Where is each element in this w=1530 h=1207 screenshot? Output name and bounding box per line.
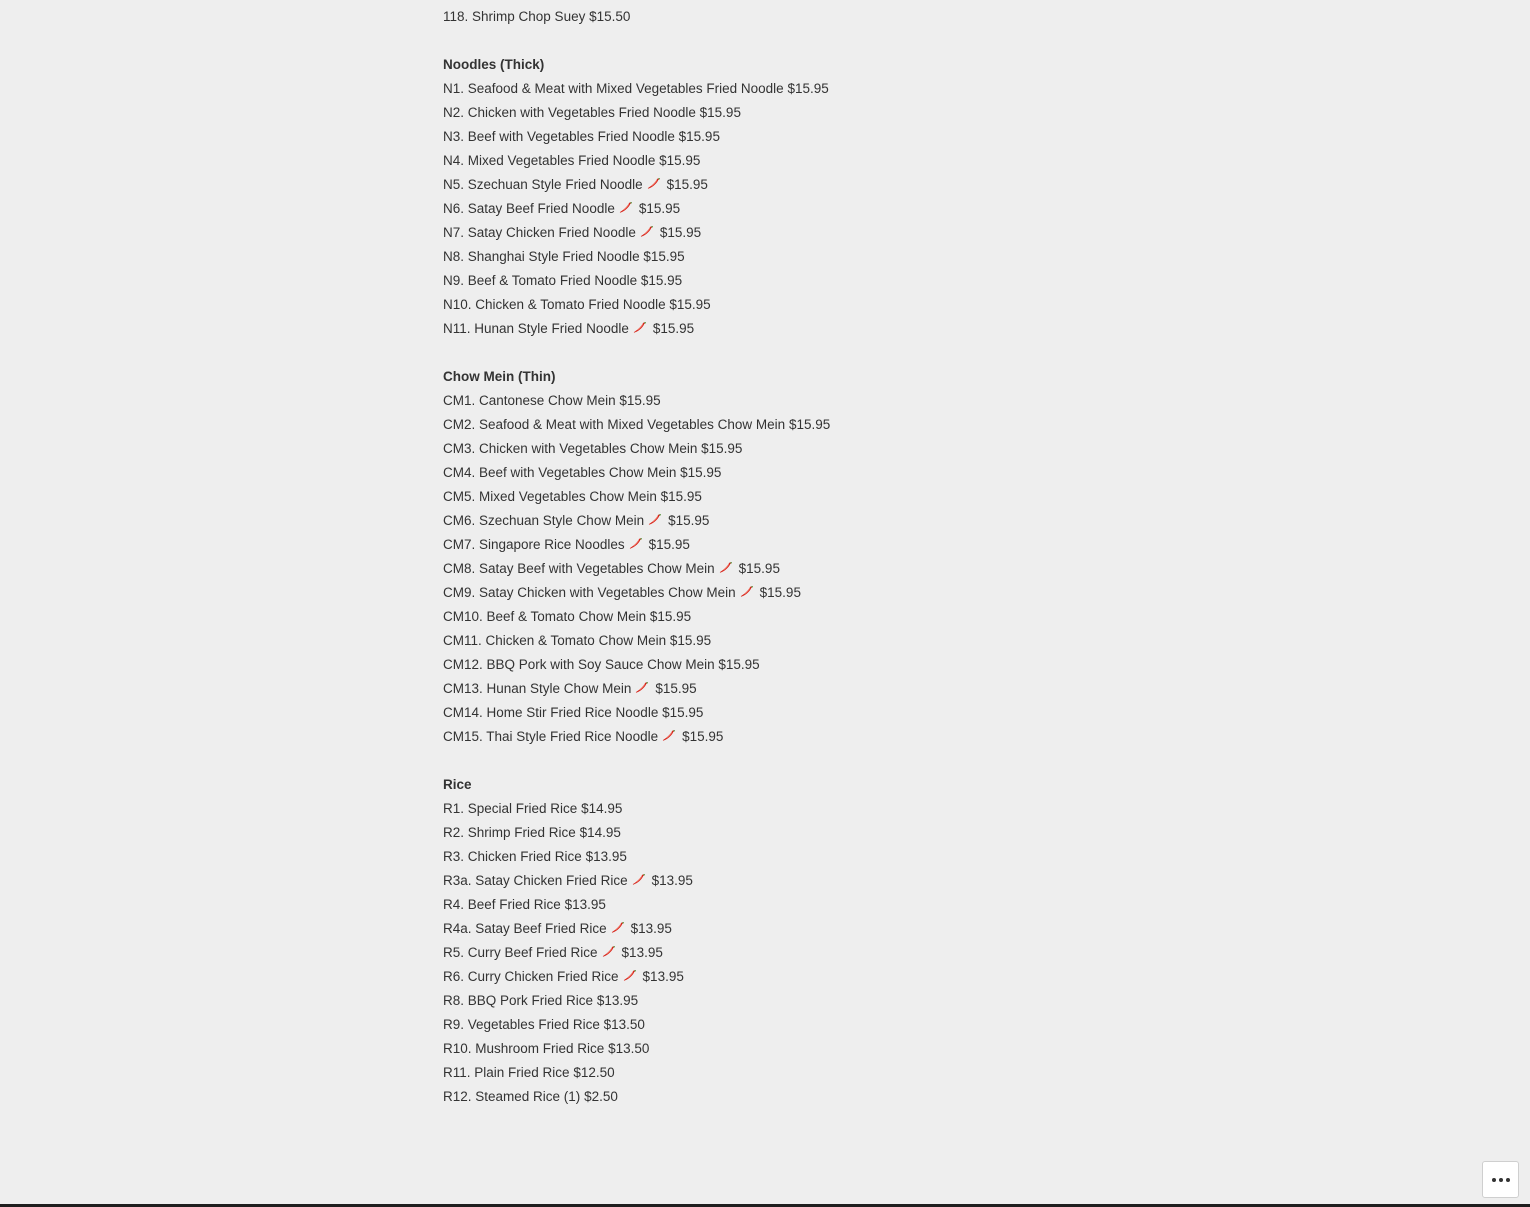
item-name: R2. Shrimp Fried Rice — [443, 825, 576, 840]
item-name: N9. Beef & Tomato Fried Noodle — [443, 273, 638, 288]
menu-item — [443, 173, 943, 197]
item-price: $15.95 — [659, 153, 701, 168]
item-name: N8. Shanghai Style Fried Noodle — [443, 249, 640, 264]
item-name: CM13. Hunan Style Chow Mein — [443, 681, 632, 696]
item-price: $13.95 — [630, 921, 672, 936]
item-price: $13.95 — [596, 993, 639, 1008]
item-price: $2.50 — [584, 1089, 618, 1104]
item-name: R9. Vegetables Fried Rice — [443, 1017, 600, 1032]
item-name: R4. Beef Fried Rice — [443, 897, 561, 912]
item-price: $13.95 — [564, 897, 606, 912]
item-price: $15.95 — [648, 537, 690, 552]
section-noodles — [443, 53, 943, 341]
menu-item — [443, 845, 943, 869]
item-name: R1. Special Fried Rice — [443, 801, 578, 816]
section-chow-mein — [443, 365, 943, 749]
menu-item — [443, 1037, 943, 1061]
menu-item — [443, 317, 943, 341]
section-title: Noodles (Thick) — [443, 57, 545, 72]
item-name: CM9. Satay Chicken with Vegetables Chow Mein — [443, 585, 736, 600]
item-price: $12.50 — [573, 1065, 615, 1080]
menu-item — [443, 941, 943, 965]
section-items — [443, 77, 943, 341]
section-spacer — [443, 749, 943, 773]
chili-pepper-icon — [619, 200, 633, 214]
menu-item — [443, 101, 943, 125]
menu-item — [443, 389, 943, 413]
item-name: CM5. Mixed Vegetables Chow Mein — [443, 489, 657, 504]
item-price: $15.95 — [718, 657, 760, 672]
item-price: $15.95 — [738, 561, 780, 576]
section-items — [443, 389, 943, 749]
chili-pepper-icon — [647, 176, 661, 190]
menu-item — [443, 197, 943, 221]
item-name: CM12. BBQ Pork with Soy Sauce Chow Mein — [443, 657, 715, 672]
item-name: N6. Satay Beef Fried Noodle — [443, 201, 615, 216]
section-spacer — [443, 29, 943, 53]
item-price: $15.95 — [669, 297, 711, 312]
item-name: N10. Chicken & Tomato Fried Noodle — [443, 297, 666, 312]
item-price: $13.95 — [651, 873, 693, 888]
chili-pepper-icon — [719, 560, 733, 574]
item-name: R10. Mushroom Fried Rice — [443, 1041, 605, 1056]
item-name: CM10. Beef & Tomato Chow Mein — [443, 609, 647, 624]
item-name: N1. Seafood & Meat with Mixed Vegetables Fried Noodle — [443, 81, 784, 96]
item-price: $15.95 — [669, 633, 712, 648]
section-title: Chow Mein (Thin) — [443, 369, 556, 384]
menu-item: 118. Shrimp Chop Suey $15.50 — [443, 9, 631, 24]
item-name: CM1. Cantonese Chow Mein — [443, 393, 616, 408]
item-price: $13.50 — [608, 1041, 650, 1056]
menu-item — [443, 725, 943, 749]
item-price: $15.95 — [678, 129, 720, 144]
menu-item — [443, 965, 943, 989]
item-name: N7. Satay Chicken Fried Noodle — [443, 225, 636, 240]
menu-item — [443, 677, 943, 701]
menu-item — [443, 1085, 943, 1109]
chili-pepper-icon — [623, 968, 637, 982]
item-name: R3a. Satay Chicken Fried Rice — [443, 873, 628, 888]
item-name: N4. Mixed Vegetables Fried Noodle — [443, 153, 656, 168]
more-options-button[interactable] — [1482, 1161, 1519, 1198]
item-price: $15.95 — [680, 465, 722, 480]
menu-item — [443, 125, 943, 149]
item-price: $15.95 — [619, 393, 661, 408]
item-price: $15.95 — [643, 249, 685, 264]
chili-pepper-icon — [635, 680, 649, 694]
menu-item — [443, 605, 943, 629]
ellipsis-icon — [1492, 1178, 1496, 1182]
menu-item — [443, 653, 943, 677]
section-spacer — [443, 341, 943, 365]
menu-item — [443, 557, 943, 581]
chili-pepper-icon — [640, 224, 654, 238]
item-name: R11. Plain Fried Rice — [443, 1065, 570, 1080]
item-price: $15.95 — [788, 417, 831, 432]
ellipsis-icon — [1506, 1178, 1510, 1182]
menu-item — [443, 893, 943, 917]
item-price: $15.95 — [668, 513, 710, 528]
menu-item — [443, 413, 943, 437]
item-name: CM3. Chicken with Vegetables Chow Mein — [443, 441, 698, 456]
item-name: CM6. Szechuan Style Chow Mein — [443, 513, 645, 528]
item-name: N2. Chicken with Vegetables Fried Noodle — [443, 105, 696, 120]
item-price: $13.95 — [585, 849, 627, 864]
item-price: $15.95 — [659, 225, 702, 240]
chili-pepper-icon — [648, 512, 662, 526]
item-price: $15.95 — [638, 201, 681, 216]
menu-item — [443, 989, 943, 1013]
item-price: $13.95 — [642, 969, 684, 984]
menu-item — [443, 1061, 943, 1085]
chili-pepper-icon — [629, 536, 643, 550]
chili-pepper-icon — [632, 872, 646, 886]
item-name: CM4. Beef with Vegetables Chow Mein — [443, 465, 677, 480]
item-name: R3. Chicken Fried Rice — [443, 849, 582, 864]
menu-item — [443, 437, 943, 461]
item-name: CM11. Chicken & Tomato Chow Mein — [443, 633, 667, 648]
item-price: $15.95 — [640, 273, 683, 288]
menu-item — [443, 149, 943, 173]
menu-item — [443, 293, 943, 317]
item-price: $15.95 — [652, 321, 695, 336]
menu-item — [443, 77, 943, 101]
item-name: CM15. Thai Style Fried Rice Noodle — [443, 729, 659, 744]
item-price: $13.95 — [621, 945, 663, 960]
menu-item — [443, 581, 943, 605]
section-title: Rice — [443, 777, 472, 792]
menu-item — [443, 221, 943, 245]
item-price: $15.95 — [759, 585, 801, 600]
menu-item — [443, 869, 943, 893]
menu-item — [443, 269, 943, 293]
chili-pepper-icon — [611, 920, 625, 934]
item-name: R12. Steamed Rice (1) — [443, 1089, 581, 1104]
item-price: $15.95 — [649, 609, 692, 624]
item-name: CM7. Singapore Rice Noodles — [443, 537, 625, 552]
menu-item — [443, 701, 943, 725]
menu-content — [443, 0, 943, 1109]
item-price: $15.95 — [701, 441, 743, 456]
menu-item — [443, 461, 943, 485]
chili-pepper-icon — [633, 320, 647, 334]
item-name: CM8. Satay Beef with Vegetables Chow Mein — [443, 561, 715, 576]
item-price: $14.95 — [579, 825, 621, 840]
item-price: $15.95 — [655, 681, 697, 696]
item-price: $15.95 — [662, 705, 704, 720]
menu-item — [443, 245, 943, 269]
item-price: $15.95 — [666, 177, 708, 192]
item-name: N3. Beef with Vegetables Fried Noodle — [443, 129, 675, 144]
section-items — [443, 797, 943, 1109]
item-name: N5. Szechuan Style Fried Noodle — [443, 177, 643, 192]
item-price: $15.95 — [682, 729, 724, 744]
item-price: $14.95 — [581, 801, 623, 816]
item-name: R4a. Satay Beef Fried Rice — [443, 921, 607, 936]
menu-item — [443, 533, 943, 557]
menu-item — [443, 629, 943, 653]
item-name: R8. BBQ Pork Fried Rice — [443, 993, 594, 1008]
item-name: R6. Curry Chicken Fried Rice — [443, 969, 619, 984]
item-price: $15.95 — [660, 489, 702, 504]
item-price: $13.50 — [603, 1017, 645, 1032]
menu-item — [443, 821, 943, 845]
item-price: $15.95 — [787, 81, 829, 96]
item-price: $15.95 — [699, 105, 741, 120]
chili-pepper-icon — [602, 944, 616, 958]
chili-pepper-icon — [662, 728, 676, 742]
menu-item — [443, 1013, 943, 1037]
item-name: N11. Hunan Style Fried Noodle — [443, 321, 629, 336]
menu-item — [443, 485, 943, 509]
ellipsis-icon — [1499, 1178, 1503, 1182]
item-name: CM14. Home Stir Fried Rice Noodle — [443, 705, 659, 720]
section-rice — [443, 773, 943, 1109]
item-name: CM2. Seafood & Meat with Mixed Vegetables Chow Mein — [443, 417, 786, 432]
menu-item — [443, 509, 943, 533]
chili-pepper-icon — [740, 584, 754, 598]
menu-item — [443, 797, 943, 821]
menu-item — [443, 917, 943, 941]
item-name: R5. Curry Beef Fried Rice — [443, 945, 598, 960]
